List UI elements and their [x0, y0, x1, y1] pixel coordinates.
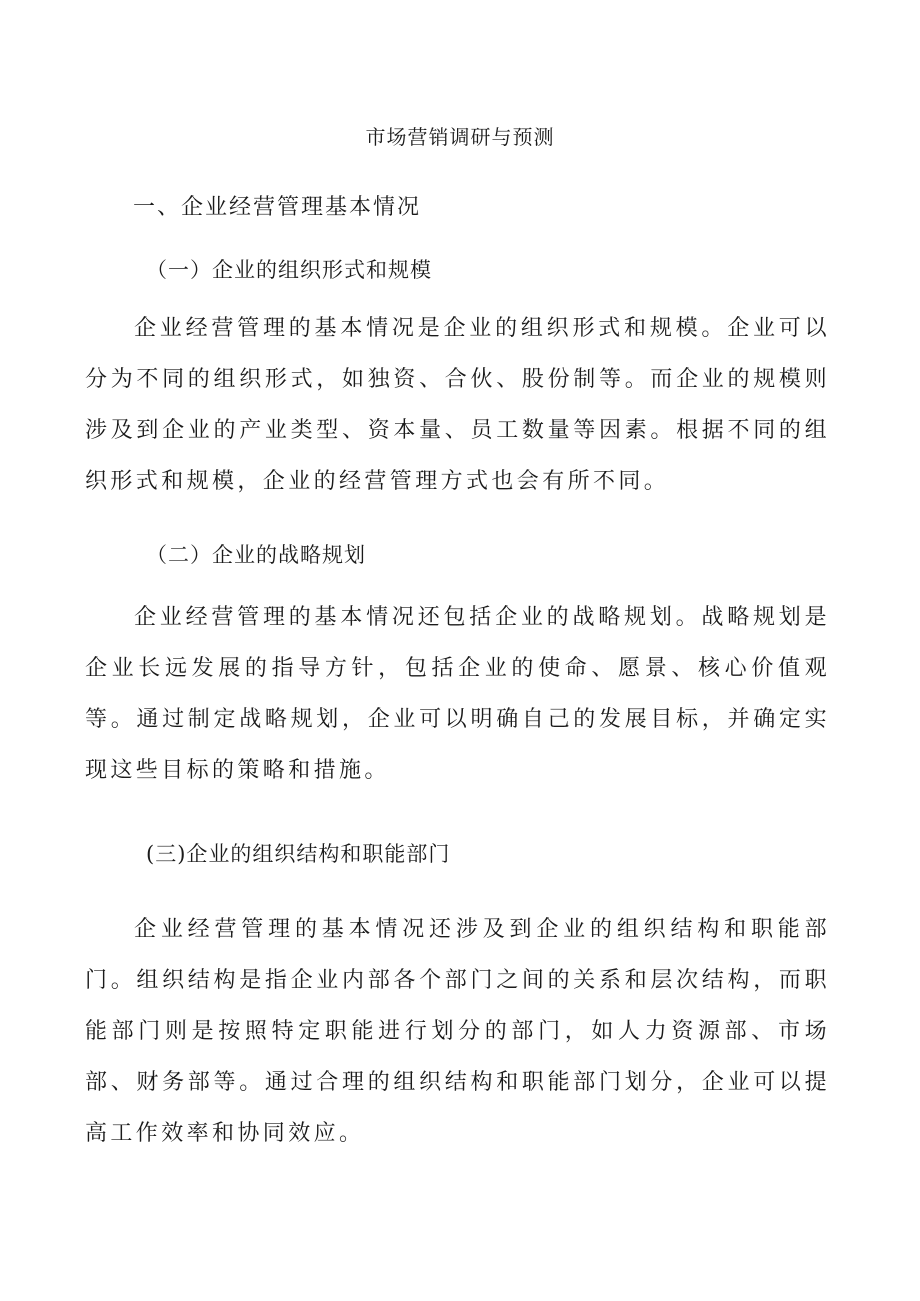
paragraph-2: 企业经营管理的基本情况还包括企业的战略规划。战略规划是企业长远发展的指导方针，包括企业的使命、愿景、核心价值观等。通过制定战略规划，企业可以明确自己的发展目标，并确定实现这些目标的策略和措施。	[85, 605, 830, 783]
subsection-heading-3: (三)企业的组织结构和职能部门	[146, 842, 451, 866]
document-title: 市场营销调研与预测	[365, 125, 555, 149]
paragraph-1: 企业经营管理的基本情况是企业的组织形式和规模。企业可以分为不同的组织形式，如独资、合伙、股份制等。而企业的规模则涉及到企业的产业类型、资本量、员工数量等因素。根据不同的组织形式和规模，企业的经营管理方式也会有所不同。	[85, 316, 830, 494]
subsection-heading-1: （一）企业的组织形式和规模	[146, 258, 432, 282]
subsection-heading-2: （二）企业的战略规划	[146, 543, 366, 567]
section-heading: 一、企业经营管理基本情况	[133, 195, 422, 220]
paragraph-3: 企业经营管理的基本情况还涉及到企业的组织结构和职能部门。组织结构是指企业内部各个部门之间的关系和层次结构，而职能部门则是按照特定职能进行划分的部门，如人力资源部、市场部、财务部等。通过合理的组织结构和职能部门划分，企业可以提高工作效率和协同效应。	[85, 917, 830, 1146]
